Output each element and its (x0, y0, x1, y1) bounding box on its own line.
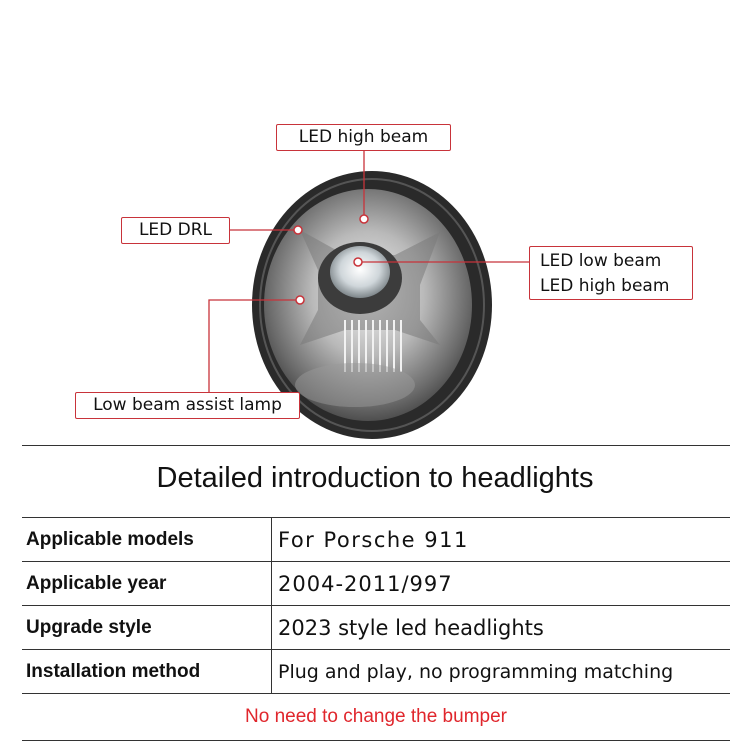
callout-led-low-beam (529, 246, 693, 300)
callout-label-line2: LED high beam (540, 276, 670, 296)
spec-label: Applicable models (22, 518, 272, 562)
table-row (22, 606, 730, 650)
table-row (22, 518, 730, 562)
callout-label-line1: LED low beam (540, 251, 662, 271)
callout-label: LED DRL (138, 220, 213, 240)
table-row (22, 562, 730, 606)
section-divider (22, 445, 730, 446)
spec-value: 2023 style led headlights (272, 606, 731, 650)
callout-low-beam-assist (75, 392, 300, 419)
table-row (22, 650, 730, 694)
projector-lens (330, 246, 390, 298)
callout-label: Low beam assist lamp (93, 395, 282, 415)
bumper-note: No need to change the bumper (22, 694, 730, 741)
spec-label: Installation method (22, 650, 272, 694)
callout-label: LED high beam (298, 127, 429, 147)
spec-value: 2004-2011/997 (272, 562, 731, 606)
spec-table (22, 517, 730, 694)
spec-value: For Porsche 911 (272, 518, 731, 562)
section-title: Detailed introduction to headlights (156, 462, 594, 494)
spec-value: Plug and play, no programming matching (272, 650, 731, 694)
callout-led-high-beam (276, 124, 451, 151)
spec-label: Applicable year (22, 562, 272, 606)
spec-label: Upgrade style (22, 606, 272, 650)
callout-led-drl (121, 217, 230, 244)
